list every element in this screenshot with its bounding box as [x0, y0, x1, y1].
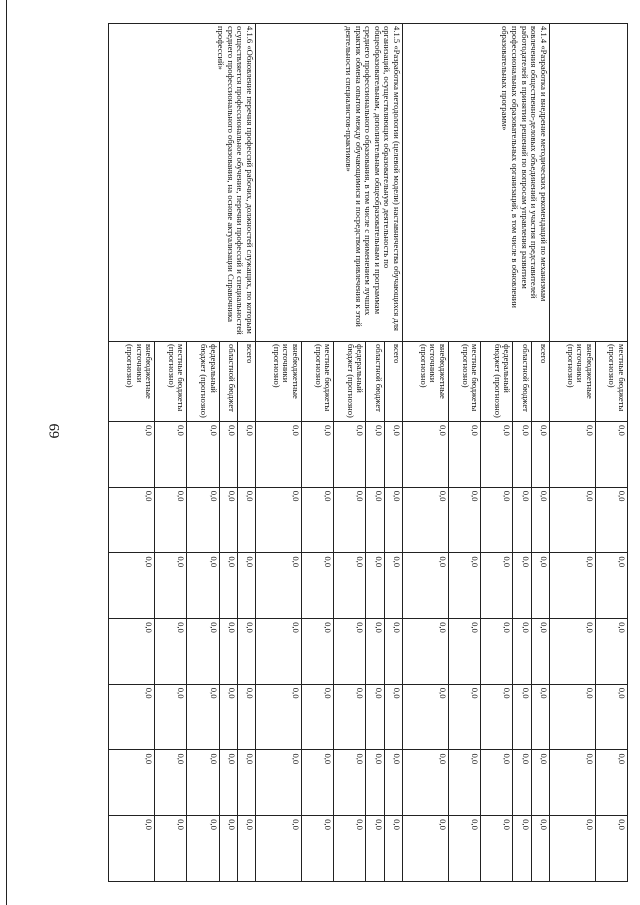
value-cell: 0,0: [187, 816, 219, 882]
funding-source-cell: федеральный бюджет (прогнозно): [187, 342, 219, 422]
value-cell: 0,0: [513, 422, 531, 488]
value-cell: 0,0: [595, 684, 627, 750]
funding-source-cell: всего: [384, 342, 402, 422]
value-cell: 0,0: [219, 619, 237, 685]
value-cell: 0,0: [402, 553, 448, 619]
value-cell: 0,0: [549, 816, 595, 882]
value-cell: 0,0: [384, 619, 402, 685]
value-cell: 0,0: [531, 422, 549, 488]
value-cell: 0,0: [402, 619, 448, 685]
funding-source-cell: федеральный бюджет (прогнозно): [334, 342, 366, 422]
funding-source-cell: областной бюджет: [219, 342, 237, 422]
value-cell: 0,0: [237, 422, 255, 488]
value-cell: 0,0: [595, 487, 627, 553]
event-cell: 4.1.4 «Разработка и внедрение методических рекомендаций по механизмам вовлечения общественно-деловых объединений и участия представителей работодателей в принятии решений по вопросам управления развитием профессиональных образовательных организаций, в том числе в обновлении образовательных программ»: [402, 24, 549, 342]
value-cell: 0,0: [448, 619, 480, 685]
value-cell: 0,0: [384, 816, 402, 882]
value-cell: 0,0: [155, 750, 187, 816]
value-cell: 0,0: [595, 553, 627, 619]
value-cell: 0,0: [187, 553, 219, 619]
value-cell: 0,0: [549, 553, 595, 619]
funding-source-cell: областной бюджет: [513, 342, 531, 422]
value-cell: 0,0: [237, 816, 255, 882]
value-cell: 0,0: [549, 422, 595, 488]
event-cell: 4.1.5 «Разработка методологии (целевой модели) наставничества обучающихся для организаций, осуществляющих образовательную деятельность по общеобразовательным, дополнительным общеобразовательным и программам среднего профессионального образования, в том числе с применением лучших практик обмена опытом между обучающимися и посредством привлечения к этой деятельности специалистов-практиков»: [256, 24, 403, 342]
funding-source-cell: местные бюджеты (прогнозно): [595, 342, 627, 422]
value-cell: 0,0: [237, 750, 255, 816]
scan-edge-line: [6, 0, 7, 905]
value-cell: 0,0: [402, 816, 448, 882]
budget-table: [108, 23, 628, 882]
value-cell: 0,0: [513, 684, 531, 750]
funding-source-cell: внебюджетные источники (прогнозно): [109, 342, 155, 422]
value-cell: 0,0: [334, 619, 366, 685]
value-cell: 0,0: [109, 684, 155, 750]
value-cell: 0,0: [155, 684, 187, 750]
funding-source-cell: местные бюджеты (прогнозно): [448, 342, 480, 422]
event-cell: 4.1.6 «Обновление перечня профессий рабочих, должностей служащих, по которым осуществляется профессиональное обучение, перечни профессий и специальностей среднего профессионального образования, на основе актуализации Справочника профессий»: [109, 24, 256, 342]
value-cell: 0,0: [481, 816, 513, 882]
value-cell: 0,0: [237, 553, 255, 619]
value-cell: 0,0: [448, 422, 480, 488]
value-cell: 0,0: [366, 684, 384, 750]
value-cell: 0,0: [334, 553, 366, 619]
value-cell: 0,0: [481, 750, 513, 816]
value-cell: 0,0: [302, 487, 334, 553]
value-cell: 0,0: [531, 816, 549, 882]
table-row: [531, 24, 549, 882]
value-cell: 0,0: [448, 816, 480, 882]
value-cell: 0,0: [109, 619, 155, 685]
event-cell: [549, 24, 627, 342]
value-cell: 0,0: [187, 422, 219, 488]
funding-source-cell: местные бюджеты (прогнозно): [155, 342, 187, 422]
value-cell: 0,0: [366, 487, 384, 553]
value-cell: 0,0: [402, 487, 448, 553]
value-cell: 0,0: [256, 750, 302, 816]
value-cell: 0,0: [237, 487, 255, 553]
value-cell: 0,0: [256, 553, 302, 619]
value-cell: 0,0: [187, 619, 219, 685]
value-cell: 0,0: [237, 619, 255, 685]
value-cell: 0,0: [109, 816, 155, 882]
value-cell: 0,0: [531, 750, 549, 816]
value-cell: 0,0: [366, 422, 384, 488]
table-row: [384, 24, 402, 882]
value-cell: 0,0: [334, 487, 366, 553]
value-cell: 0,0: [334, 422, 366, 488]
funding-source-cell: внебюджетные источники (прогнозно): [402, 342, 448, 422]
value-cell: 0,0: [219, 816, 237, 882]
value-cell: 0,0: [187, 684, 219, 750]
funding-source-cell: внебюджетные источники (прогнозно): [549, 342, 595, 422]
value-cell: 0,0: [448, 684, 480, 750]
value-cell: 0,0: [384, 553, 402, 619]
value-cell: 0,0: [366, 750, 384, 816]
value-cell: 0,0: [256, 422, 302, 488]
value-cell: 0,0: [155, 422, 187, 488]
value-cell: 0,0: [302, 816, 334, 882]
table-row: [237, 24, 255, 882]
value-cell: 0,0: [187, 487, 219, 553]
value-cell: 0,0: [549, 487, 595, 553]
value-cell: 0,0: [513, 816, 531, 882]
value-cell: 0,0: [481, 487, 513, 553]
value-cell: 0,0: [531, 487, 549, 553]
value-cell: 0,0: [513, 487, 531, 553]
value-cell: 0,0: [595, 619, 627, 685]
value-cell: 0,0: [219, 750, 237, 816]
value-cell: 0,0: [531, 553, 549, 619]
value-cell: 0,0: [366, 619, 384, 685]
value-cell: 0,0: [334, 816, 366, 882]
value-cell: 0,0: [302, 619, 334, 685]
funding-source-cell: федеральный бюджет (прогнозно): [481, 342, 513, 422]
value-cell: 0,0: [219, 422, 237, 488]
budget-table-body: [109, 24, 628, 882]
value-cell: 0,0: [448, 750, 480, 816]
value-cell: 0,0: [256, 619, 302, 685]
value-cell: 0,0: [531, 619, 549, 685]
value-cell: 0,0: [448, 487, 480, 553]
funding-source-cell: местные бюджеты (прогнозно): [302, 342, 334, 422]
value-cell: 0,0: [448, 553, 480, 619]
value-cell: 0,0: [384, 487, 402, 553]
value-cell: 0,0: [549, 619, 595, 685]
value-cell: 0,0: [109, 553, 155, 619]
value-cell: 0,0: [302, 553, 334, 619]
value-cell: 0,0: [513, 619, 531, 685]
value-cell: 0,0: [481, 553, 513, 619]
value-cell: 0,0: [384, 750, 402, 816]
page-number: 69: [47, 423, 63, 439]
value-cell: 0,0: [595, 750, 627, 816]
value-cell: 0,0: [155, 619, 187, 685]
value-cell: 0,0: [481, 684, 513, 750]
value-cell: 0,0: [237, 684, 255, 750]
value-cell: 0,0: [513, 750, 531, 816]
value-cell: 0,0: [109, 487, 155, 553]
table-row: [595, 24, 627, 882]
value-cell: 0,0: [366, 816, 384, 882]
funding-source-cell: внебюджетные источники (прогнозно): [256, 342, 302, 422]
funding-source-cell: всего: [237, 342, 255, 422]
value-cell: 0,0: [256, 684, 302, 750]
value-cell: 0,0: [155, 816, 187, 882]
value-cell: 0,0: [334, 750, 366, 816]
value-cell: 0,0: [334, 684, 366, 750]
value-cell: 0,0: [531, 684, 549, 750]
value-cell: 0,0: [155, 553, 187, 619]
value-cell: 0,0: [384, 684, 402, 750]
value-cell: 0,0: [402, 750, 448, 816]
funding-source-cell: областной бюджет: [366, 342, 384, 422]
value-cell: 0,0: [366, 553, 384, 619]
value-cell: 0,0: [302, 684, 334, 750]
value-cell: 0,0: [109, 750, 155, 816]
value-cell: 0,0: [549, 750, 595, 816]
rotated-table-wrapper: [108, 23, 628, 881]
value-cell: 0,0: [219, 553, 237, 619]
value-cell: 0,0: [481, 619, 513, 685]
value-cell: 0,0: [595, 422, 627, 488]
value-cell: 0,0: [402, 422, 448, 488]
value-cell: 0,0: [302, 750, 334, 816]
value-cell: 0,0: [384, 422, 402, 488]
value-cell: 0,0: [549, 684, 595, 750]
value-cell: 0,0: [595, 816, 627, 882]
value-cell: 0,0: [302, 422, 334, 488]
value-cell: 0,0: [256, 816, 302, 882]
funding-source-cell: всего: [531, 342, 549, 422]
value-cell: 0,0: [219, 684, 237, 750]
value-cell: 0,0: [481, 422, 513, 488]
value-cell: 0,0: [402, 684, 448, 750]
value-cell: 0,0: [219, 487, 237, 553]
value-cell: 0,0: [109, 422, 155, 488]
value-cell: 0,0: [187, 750, 219, 816]
value-cell: 0,0: [155, 487, 187, 553]
value-cell: 0,0: [256, 487, 302, 553]
value-cell: 0,0: [513, 553, 531, 619]
